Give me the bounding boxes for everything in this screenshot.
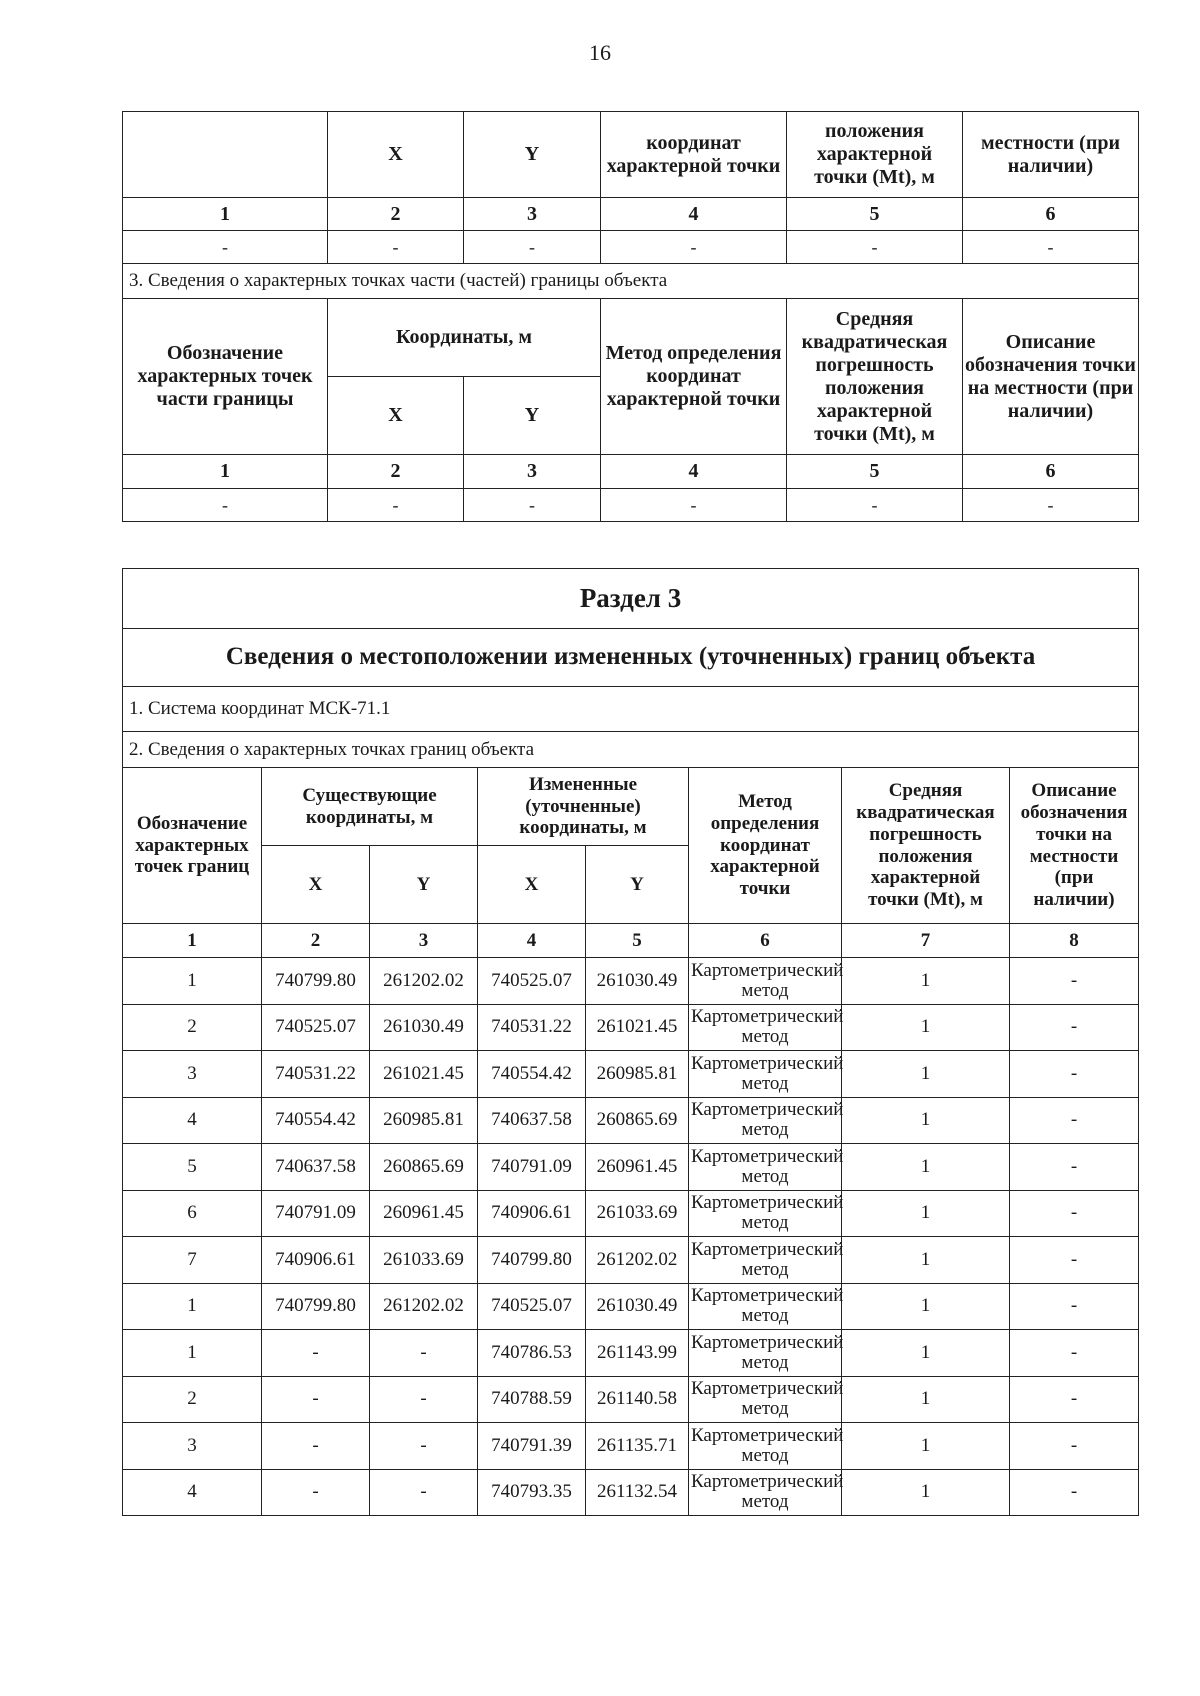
header-x: X xyxy=(328,112,464,198)
points-caption: 2. Сведения о характерных точках границ объекта xyxy=(123,732,1139,768)
header-description: местности (при наличии) xyxy=(963,112,1139,198)
coord-system-row xyxy=(123,687,1139,732)
table-row xyxy=(123,958,1139,1005)
col-number: 4 xyxy=(478,924,586,958)
header-error: положения характерной точки (Mt), м xyxy=(787,112,963,198)
description: - xyxy=(1010,958,1139,1005)
page-number: 16 xyxy=(589,40,611,65)
existing-x: 740531.22 xyxy=(262,1051,370,1098)
changed-y: 261135.71 xyxy=(586,1423,689,1470)
description: - xyxy=(1010,1423,1139,1470)
existing-y: 261021.45 xyxy=(370,1051,478,1098)
error-value: 1 xyxy=(842,1283,1010,1330)
point-number: 3 xyxy=(123,1051,262,1098)
existing-x: 740799.80 xyxy=(262,958,370,1005)
error-value: 1 xyxy=(842,1051,1010,1098)
points-table-body xyxy=(123,958,1139,1516)
empty-cell: - xyxy=(123,489,328,522)
header-existing-y: Y xyxy=(370,846,478,924)
method: Картометрический метод xyxy=(689,1097,842,1144)
description: - xyxy=(1010,1469,1139,1516)
existing-y: 260961.45 xyxy=(370,1190,478,1237)
existing-x: 740791.09 xyxy=(262,1190,370,1237)
changed-x: 740791.39 xyxy=(478,1423,586,1470)
changed-x: 740525.07 xyxy=(478,1283,586,1330)
table-row xyxy=(123,1097,1139,1144)
column-numbers-row xyxy=(123,924,1139,958)
col-number: 7 xyxy=(842,924,1010,958)
point-number: 6 xyxy=(123,1190,262,1237)
col-number: 2 xyxy=(262,924,370,958)
table-row xyxy=(123,489,1139,522)
col-number: 1 xyxy=(123,455,328,489)
error-value: 1 xyxy=(842,1469,1010,1516)
description: - xyxy=(1010,1004,1139,1051)
table-row xyxy=(123,1469,1139,1516)
empty-cell: - xyxy=(601,489,787,522)
col-number: 6 xyxy=(963,198,1139,231)
point-number: 2 xyxy=(123,1004,262,1051)
existing-x: - xyxy=(262,1423,370,1470)
table-row xyxy=(123,1330,1139,1377)
header-changed-y: Y xyxy=(586,846,689,924)
error-value: 1 xyxy=(842,1376,1010,1423)
changed-y: 260985.81 xyxy=(586,1051,689,1098)
section-title: Раздел 3 xyxy=(123,569,1139,629)
empty-cell: - xyxy=(464,489,601,522)
existing-y: - xyxy=(370,1376,478,1423)
section-title-row xyxy=(123,569,1139,629)
existing-x: 740637.58 xyxy=(262,1144,370,1191)
method: Картометрический метод xyxy=(689,1469,842,1516)
description: - xyxy=(1010,1283,1139,1330)
point-number: 1 xyxy=(123,958,262,1005)
existing-y: 261033.69 xyxy=(370,1237,478,1284)
column-numbers-row xyxy=(123,455,1139,489)
error-value: 1 xyxy=(842,1004,1010,1051)
table-row xyxy=(123,1376,1139,1423)
empty-cell: - xyxy=(787,231,963,264)
error-value: 1 xyxy=(842,958,1010,1005)
col-number: 4 xyxy=(601,198,787,231)
section-3-caption: 3. Сведения о характерных точках части (частей) границы объекта xyxy=(123,264,1139,299)
table-row xyxy=(123,1144,1139,1191)
point-number: 7 xyxy=(123,1237,262,1284)
table-header-continuation xyxy=(123,112,1139,198)
method: Картометрический метод xyxy=(689,1004,842,1051)
section-subtitle-row xyxy=(123,629,1139,687)
existing-y: 261030.49 xyxy=(370,1004,478,1051)
col-number: 2 xyxy=(328,455,464,489)
col-number: 3 xyxy=(370,924,478,958)
header-description: Описание обозначения точки на местности (при наличии) xyxy=(963,299,1139,455)
col-number: 1 xyxy=(123,924,262,958)
method: Картометрический метод xyxy=(689,1144,842,1191)
point-number: 4 xyxy=(123,1469,262,1516)
method: Картометрический метод xyxy=(689,1423,842,1470)
existing-x: - xyxy=(262,1376,370,1423)
description: - xyxy=(1010,1330,1139,1377)
header-method: координат характерной точки xyxy=(601,112,787,198)
description: - xyxy=(1010,1376,1139,1423)
changed-x: 740554.42 xyxy=(478,1051,586,1098)
section-3-table xyxy=(122,568,1139,1516)
header-changed-coords: Измененные (уточненные) координаты, м xyxy=(478,768,689,846)
header-error: Средняя квадратическая погрешность положения характерной точки (Mt), м xyxy=(842,768,1010,924)
description: - xyxy=(1010,1237,1139,1284)
changed-y: 261030.49 xyxy=(586,958,689,1005)
point-number: 1 xyxy=(123,1330,262,1377)
existing-x: 740799.80 xyxy=(262,1283,370,1330)
existing-y: 261202.02 xyxy=(370,1283,478,1330)
method: Картометрический метод xyxy=(689,1190,842,1237)
header-method: Метод определения координат характерной точки xyxy=(689,768,842,924)
table-row xyxy=(123,1283,1139,1330)
changed-y: 261202.02 xyxy=(586,1237,689,1284)
error-value: 1 xyxy=(842,1144,1010,1191)
error-value: 1 xyxy=(842,1190,1010,1237)
existing-x: 740525.07 xyxy=(262,1004,370,1051)
header-description: Описание обозначения точки на местности (при наличии) xyxy=(1010,768,1139,924)
col-number: 1 xyxy=(123,198,328,231)
changed-y: 261033.69 xyxy=(586,1190,689,1237)
changed-y: 260865.69 xyxy=(586,1097,689,1144)
col-number: 2 xyxy=(328,198,464,231)
col-number: 8 xyxy=(1010,924,1139,958)
changed-x: 740531.22 xyxy=(478,1004,586,1051)
header-changed-x: X xyxy=(478,846,586,924)
table-row xyxy=(123,231,1139,264)
boundary-part-points-table xyxy=(122,111,1139,522)
empty-cell: - xyxy=(963,231,1139,264)
changed-x: 740786.53 xyxy=(478,1330,586,1377)
existing-x: 740554.42 xyxy=(262,1097,370,1144)
changed-y: 261021.45 xyxy=(586,1004,689,1051)
header-x: X xyxy=(328,377,464,455)
error-value: 1 xyxy=(842,1330,1010,1377)
table-row xyxy=(123,1190,1139,1237)
table-row xyxy=(123,1051,1139,1098)
col-number: 3 xyxy=(464,455,601,489)
changed-y: 261143.99 xyxy=(586,1330,689,1377)
table-row xyxy=(123,1004,1139,1051)
column-numbers-row xyxy=(123,198,1139,231)
changed-y: 260961.45 xyxy=(586,1144,689,1191)
changed-y: 261140.58 xyxy=(586,1376,689,1423)
existing-y: 260865.69 xyxy=(370,1144,478,1191)
empty-cell: - xyxy=(464,231,601,264)
col-number: 5 xyxy=(586,924,689,958)
existing-x: - xyxy=(262,1330,370,1377)
method: Картометрический метод xyxy=(689,1283,842,1330)
method: Картометрический метод xyxy=(689,1051,842,1098)
header-y: Y xyxy=(464,112,601,198)
header-error: Средняя квадратическая погрешность положения характерной точки (Mt), м xyxy=(787,299,963,455)
empty-cell: - xyxy=(787,489,963,522)
coord-system: 1. Система координат МСК-71.1 xyxy=(123,687,1139,732)
changed-y: 261030.49 xyxy=(586,1283,689,1330)
description: - xyxy=(1010,1190,1139,1237)
changed-x: 740793.35 xyxy=(478,1469,586,1516)
header-coords: Координаты, м xyxy=(328,299,601,377)
method: Картометрический метод xyxy=(689,958,842,1005)
point-number: 3 xyxy=(123,1423,262,1470)
col-number: 6 xyxy=(963,455,1139,489)
header-method: Метод определения координат характерной точки xyxy=(601,299,787,455)
col-number: 5 xyxy=(787,455,963,489)
existing-y: 260985.81 xyxy=(370,1097,478,1144)
col-number: 4 xyxy=(601,455,787,489)
empty-cell: - xyxy=(328,489,464,522)
empty-cell: - xyxy=(328,231,464,264)
error-value: 1 xyxy=(842,1237,1010,1284)
header-designation: Обозначение характерных точек границ xyxy=(123,768,262,924)
points-caption-row xyxy=(123,732,1139,768)
existing-x: - xyxy=(262,1469,370,1516)
changed-x: 740799.80 xyxy=(478,1237,586,1284)
col-number: 5 xyxy=(787,198,963,231)
existing-y: - xyxy=(370,1469,478,1516)
section-subtitle: Сведения о местоположении измененных (уточненных) границ объекта xyxy=(123,629,1139,687)
changed-x: 740906.61 xyxy=(478,1190,586,1237)
point-number: 4 xyxy=(123,1097,262,1144)
description: - xyxy=(1010,1144,1139,1191)
empty-cell: - xyxy=(963,489,1139,522)
col-number: 3 xyxy=(464,198,601,231)
description: - xyxy=(1010,1051,1139,1098)
method: Картометрический метод xyxy=(689,1330,842,1377)
section-3-caption-row xyxy=(123,264,1139,299)
main-header-row-1 xyxy=(123,768,1139,846)
error-value: 1 xyxy=(842,1097,1010,1144)
description: - xyxy=(1010,1097,1139,1144)
point-number: 5 xyxy=(123,1144,262,1191)
existing-y: - xyxy=(370,1330,478,1377)
existing-y: - xyxy=(370,1423,478,1470)
empty-cell: - xyxy=(601,231,787,264)
existing-y: 261202.02 xyxy=(370,958,478,1005)
table-header-row-1 xyxy=(123,299,1139,377)
existing-x: 740906.61 xyxy=(262,1237,370,1284)
header-designation: Обозначение характерных точек части границы xyxy=(123,299,328,455)
changed-x: 740788.59 xyxy=(478,1376,586,1423)
header-existing-x: X xyxy=(262,846,370,924)
col-number: 6 xyxy=(689,924,842,958)
header-y: Y xyxy=(464,377,601,455)
header-empty-cell xyxy=(123,112,328,198)
changed-x: 740525.07 xyxy=(478,958,586,1005)
point-number: 2 xyxy=(123,1376,262,1423)
changed-x: 740791.09 xyxy=(478,1144,586,1191)
method: Картометрический метод xyxy=(689,1237,842,1284)
empty-cell: - xyxy=(123,231,328,264)
table-row xyxy=(123,1237,1139,1284)
changed-y: 261132.54 xyxy=(586,1469,689,1516)
error-value: 1 xyxy=(842,1423,1010,1470)
changed-x: 740637.58 xyxy=(478,1097,586,1144)
method: Картометрический метод xyxy=(689,1376,842,1423)
table-row xyxy=(123,1423,1139,1470)
header-existing-coords: Существующие координаты, м xyxy=(262,768,478,846)
point-number: 1 xyxy=(123,1283,262,1330)
